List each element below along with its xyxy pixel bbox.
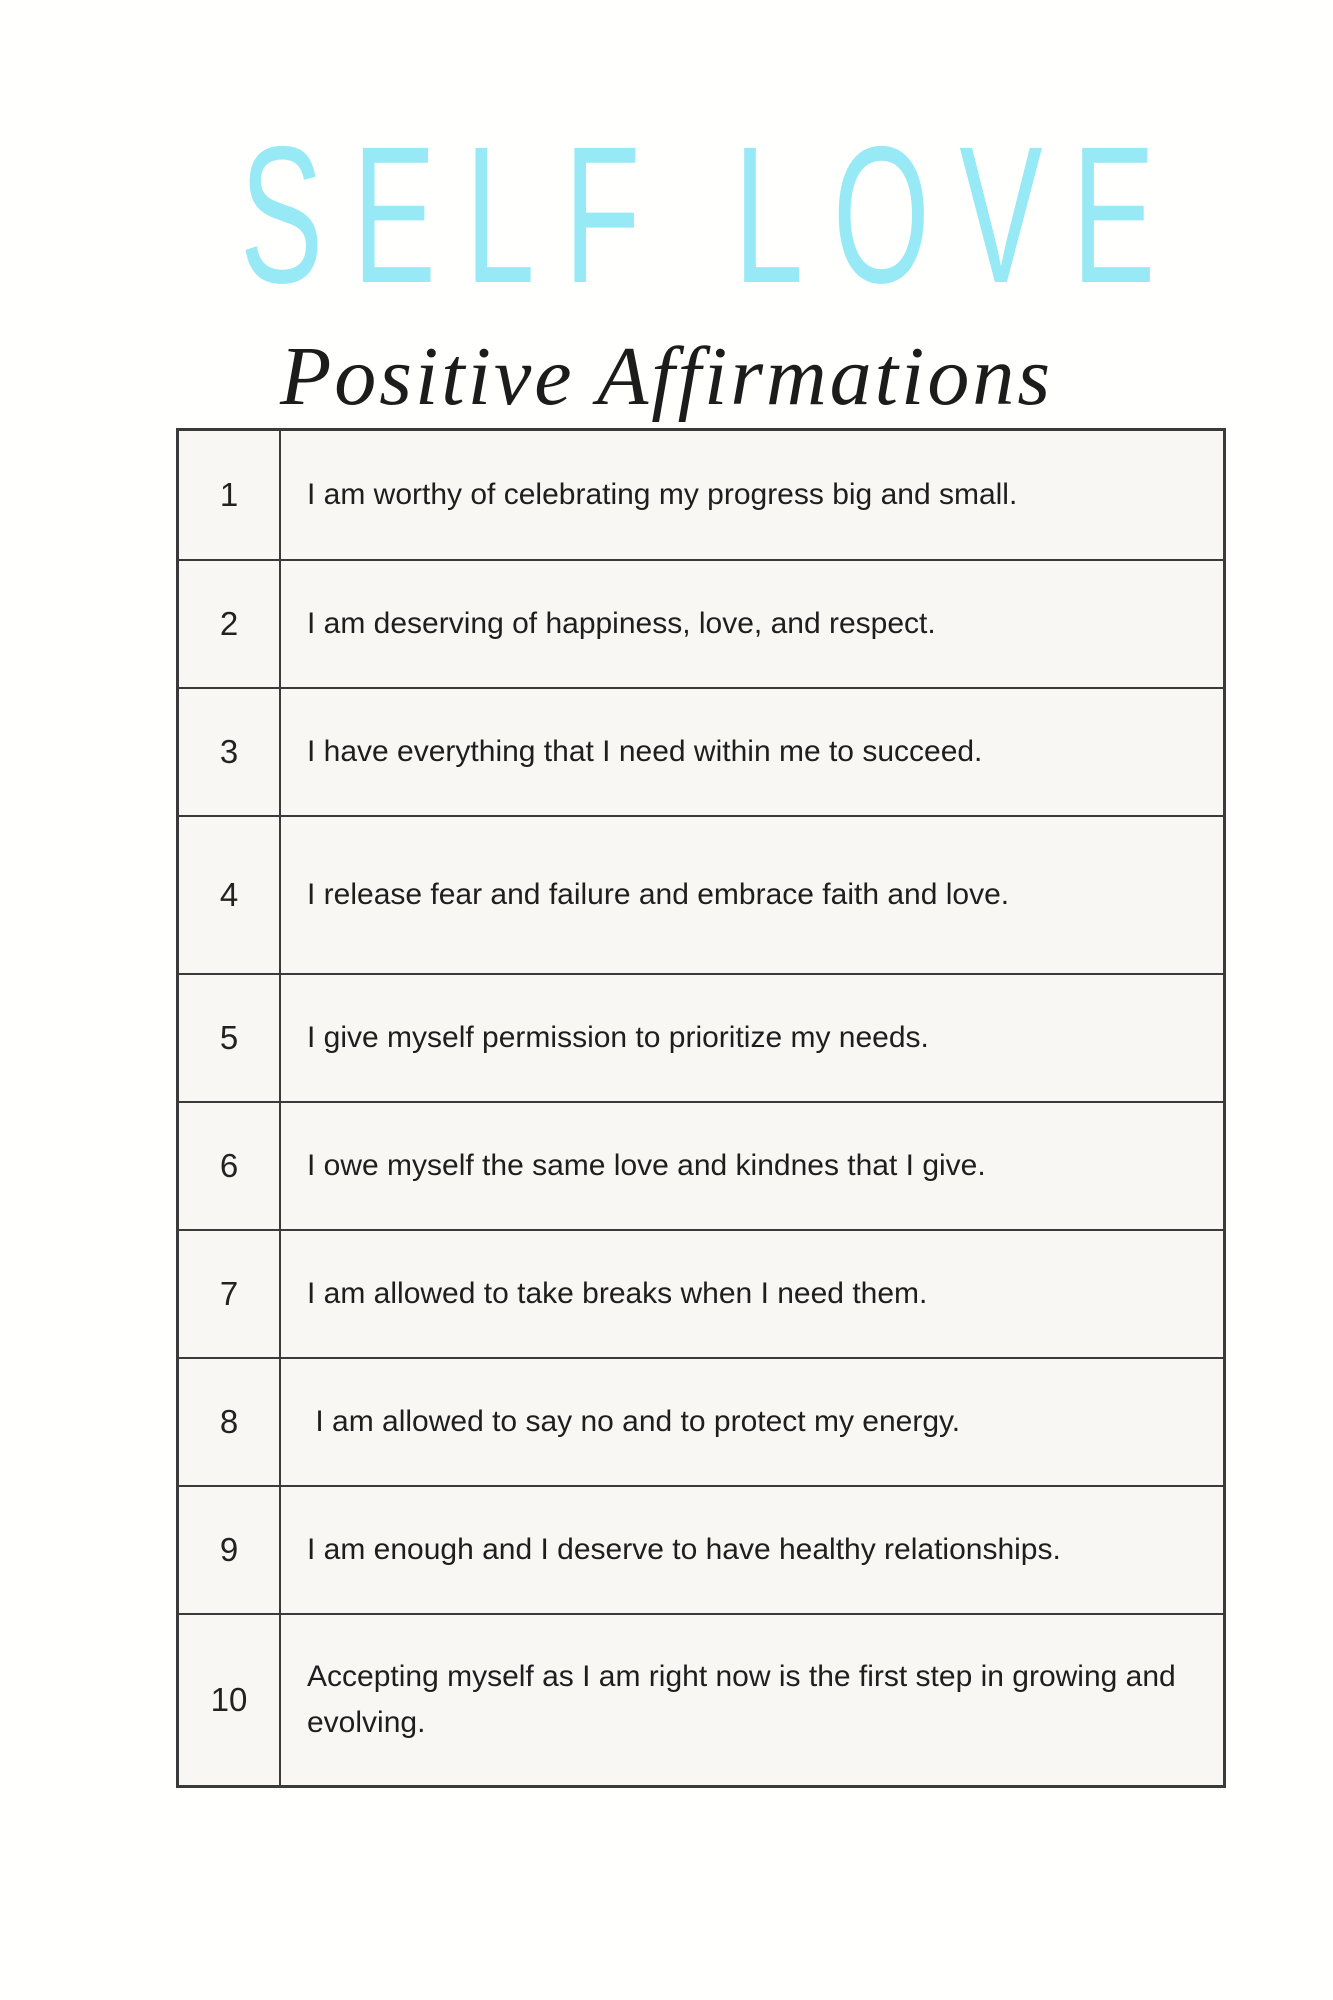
row-number: 8 [179, 1359, 281, 1485]
row-number: 2 [179, 561, 281, 687]
affirmation-text: Accepting myself as I am right now is the first step in growing and evolving. [307, 1659, 1185, 1739]
affirmation-text: I owe myself the same love and kindnes that I give. [307, 1148, 986, 1182]
affirmations-table [176, 428, 1226, 1788]
table-row [179, 687, 1223, 815]
affirmation-text: I have everything that I need within me to succeed. [307, 734, 983, 768]
affirmation-text: I am allowed to take breaks when I need them. [307, 1276, 928, 1310]
row-number: 9 [179, 1487, 281, 1613]
page-subtitle: Positive Affirmations [279, 330, 1054, 423]
page-title: SELF LOVE [239, 106, 1185, 324]
row-number: 3 [179, 689, 281, 815]
row-number: 1 [179, 431, 281, 559]
affirmation-text: I am enough and I deserve to have healthy relationships. [307, 1532, 1061, 1566]
affirmation-text: I am worthy of celebrating my progress big and small. [307, 477, 1018, 511]
affirmation-text: I am allowed to say no and to protect my energy. [307, 1404, 961, 1438]
table-row [179, 1485, 1223, 1613]
row-number: 6 [179, 1103, 281, 1229]
table-row [179, 1229, 1223, 1357]
row-number: 5 [179, 975, 281, 1101]
table-row [179, 973, 1223, 1101]
affirmation-text: I give myself permission to prioritize my needs. [307, 1020, 929, 1054]
row-number: 4 [179, 817, 281, 973]
table-row [179, 1357, 1223, 1485]
row-number: 7 [179, 1231, 281, 1357]
affirmation-text: I release fear and failure and embrace faith and love. [307, 877, 1010, 911]
table-row [179, 815, 1223, 973]
affirmation-text: I am deserving of happiness, love, and respect. [307, 606, 936, 640]
table-row [179, 1613, 1223, 1785]
table-row [179, 431, 1223, 559]
row-number: 10 [179, 1615, 281, 1785]
table-row [179, 1101, 1223, 1229]
table-row [179, 559, 1223, 687]
